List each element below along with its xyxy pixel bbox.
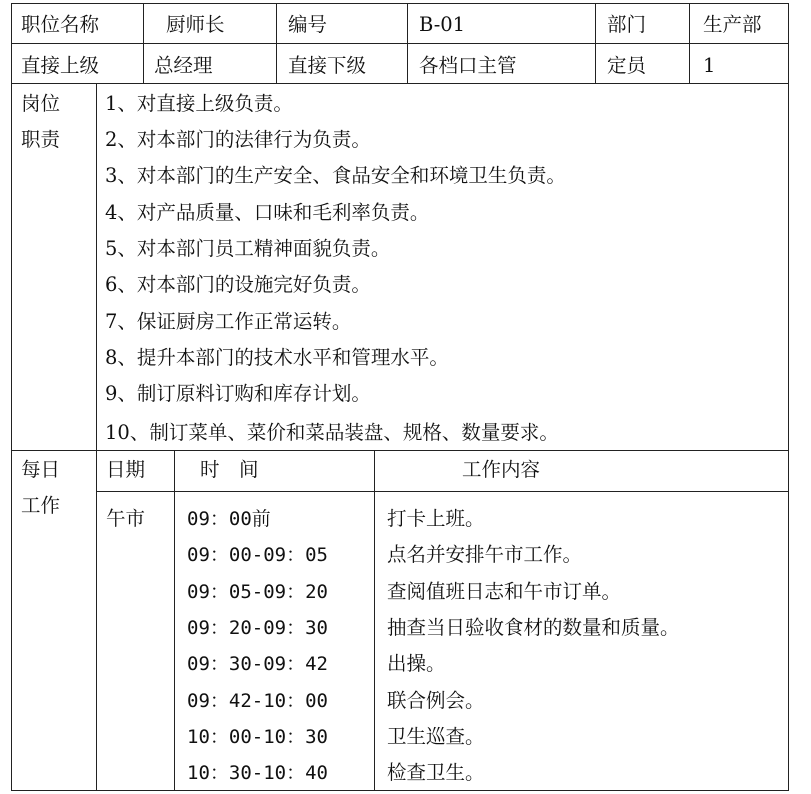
duty-item: 4、对产品质量、口味和毛利率负责。 xyxy=(105,201,430,224)
label-number: 编号 xyxy=(288,13,328,36)
table-border xyxy=(11,3,12,791)
daily-label-line1: 每日 xyxy=(21,458,61,481)
column-header-period: 日期 xyxy=(106,458,146,481)
table-border xyxy=(595,3,596,84)
schedule-content: 打卡上班。 xyxy=(387,507,485,530)
schedule-content: 出操。 xyxy=(387,652,446,675)
label-department: 部门 xyxy=(607,13,647,36)
duty-item: 3、对本部门的生产安全、食品安全和环境卫生负责。 xyxy=(105,164,566,187)
label-direct-subordinate: 直接下级 xyxy=(288,54,367,77)
duty-item: 5、对本部门员工精神面貌负责。 xyxy=(105,237,391,260)
table-border xyxy=(11,43,789,44)
duty-item: 1、对直接上级负责。 xyxy=(105,92,293,115)
value-direct-superior: 总经理 xyxy=(154,54,213,77)
table-border xyxy=(11,3,789,4)
duties-label-line2: 职责 xyxy=(21,128,61,151)
schedule-time: 09：42-10：00 xyxy=(187,690,328,712)
schedule-time: 10：30-10：40 xyxy=(187,762,328,784)
table-border xyxy=(407,3,408,84)
table-border xyxy=(276,3,277,84)
schedule-time: 09：20-09：30 xyxy=(187,617,328,639)
duty-item: 10、制订菜单、菜价和菜品装盘、规格、数量要求。 xyxy=(105,421,559,444)
value-position-name: 厨师长 xyxy=(166,13,225,36)
schedule-time: 10：00-10：30 xyxy=(187,726,328,748)
period-label: 午市 xyxy=(106,507,146,530)
schedule-content: 检查卫生。 xyxy=(387,761,485,784)
table-border xyxy=(96,83,97,791)
daily-label-line2: 工作 xyxy=(21,494,61,517)
value-direct-subordinate: 各档口主管 xyxy=(419,54,517,77)
table-border xyxy=(143,3,144,84)
value-number: B-01 xyxy=(419,13,466,36)
table-border xyxy=(689,3,690,84)
column-header-content: 工作内容 xyxy=(462,458,541,481)
value-department: 生产部 xyxy=(703,13,762,36)
schedule-time: 09：00前 xyxy=(187,508,271,530)
schedule-content: 点名并安排午市工作。 xyxy=(387,543,583,566)
schedule-content: 查阅值班日志和午市订单。 xyxy=(387,580,622,603)
schedule-content: 联合例会。 xyxy=(387,689,485,712)
table-border xyxy=(11,450,789,451)
label-position-name: 职位名称 xyxy=(21,13,100,36)
duty-item: 8、提升本部门的技术水平和管理水平。 xyxy=(105,346,449,369)
duty-item: 9、制订原料订购和库存计划。 xyxy=(105,382,371,405)
table-border xyxy=(96,491,789,492)
label-headcount: 定员 xyxy=(607,54,647,77)
schedule-time: 09：05-09：20 xyxy=(187,581,328,603)
duty-item: 2、对本部门的法律行为负责。 xyxy=(105,128,371,151)
label-direct-superior: 直接上级 xyxy=(21,54,100,77)
schedule-content: 抽查当日验收食材的数量和质量。 xyxy=(387,616,680,639)
table-border xyxy=(174,450,175,791)
duty-item: 6、对本部门的设施完好负责。 xyxy=(105,273,371,296)
schedule-time: 09：30-09：42 xyxy=(187,653,328,675)
table-border xyxy=(11,790,789,791)
schedule-time: 09：00-09：05 xyxy=(187,544,328,566)
duty-item: 7、保证厨房工作正常运转。 xyxy=(105,310,352,333)
schedule-content: 卫生巡查。 xyxy=(387,725,485,748)
value-headcount: 1 xyxy=(703,54,716,77)
table-border xyxy=(788,3,789,791)
table-border xyxy=(11,83,789,84)
table-border xyxy=(374,450,375,791)
duties-label-line1: 岗位 xyxy=(21,92,61,115)
column-header-time: 时 间 xyxy=(200,458,259,481)
